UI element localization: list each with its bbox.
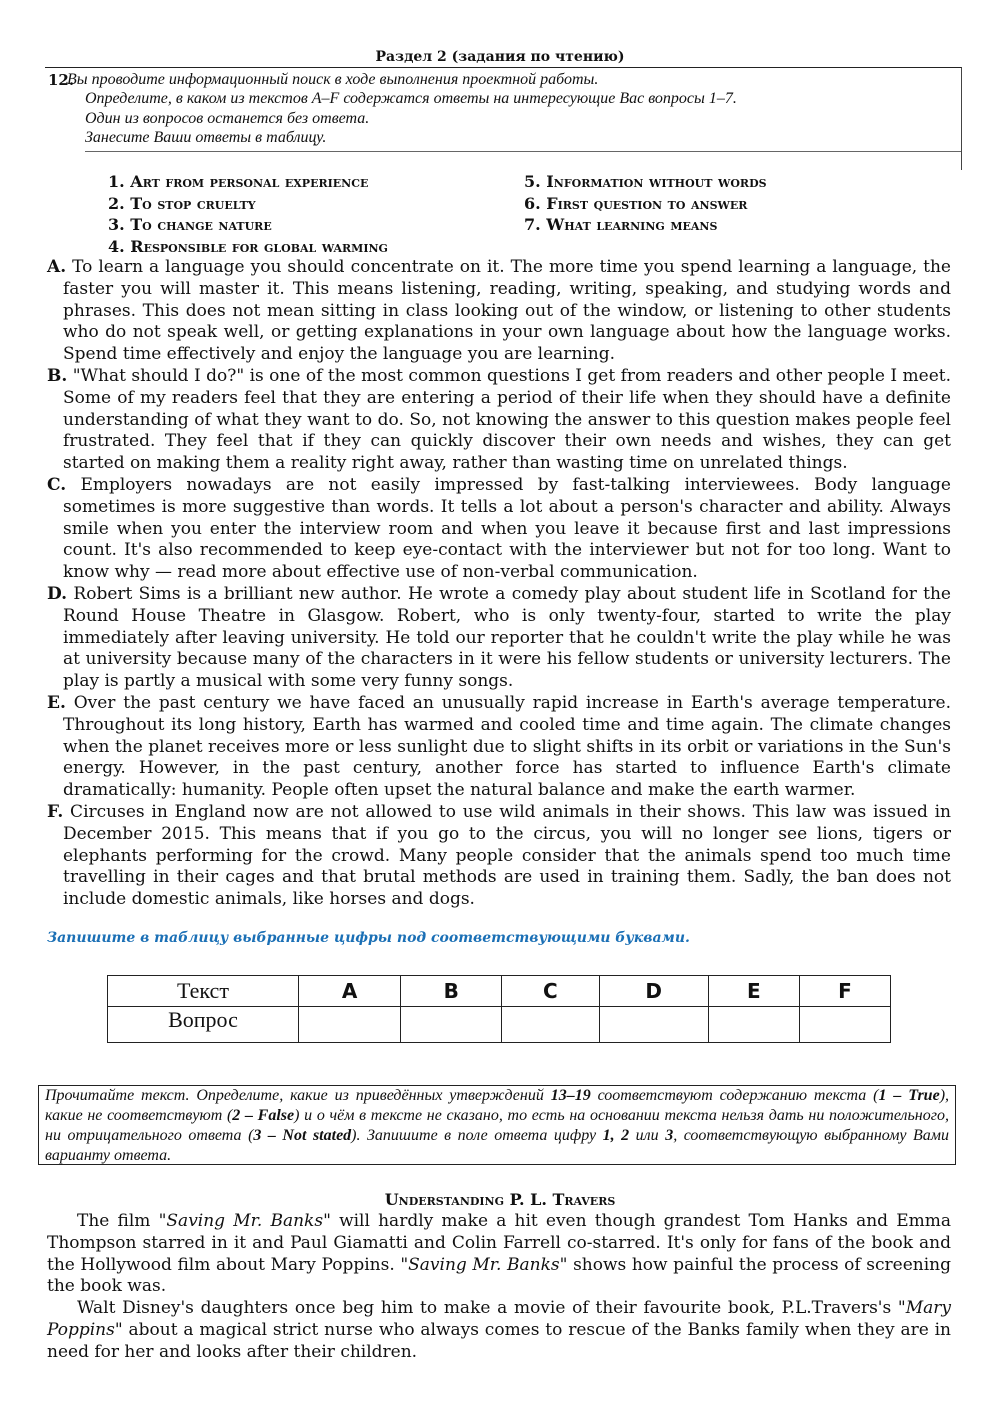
instruction-text: или [629,1127,666,1144]
story-paragraph [47,1211,951,1298]
story-text-run: shows how painful the process of screening the book was. [47,1254,951,1297]
text-letter: D. [47,583,68,604]
instruction-bold: 1, 2 [602,1127,630,1144]
question-item: 1. Art from personal experience [108,172,369,191]
story-text-run: The film [77,1211,159,1231]
question-item: 2. To stop cruelty [108,194,256,213]
book-title: "Mary Poppins" [47,1298,951,1340]
answer-table [107,975,891,1043]
instruction-text: , соответствующую выбранному Вами варианту ответа. [45,1127,950,1164]
column-a: A [299,976,401,1007]
text-body: "What should I do?" is one of the most common questions I get from readers and other people I meet. Some of my readers feel that they are entering a period of their life when they should have a definite understanding of what they want to do. So, not knowing the answer to this question makes people feel frustrated. They feel that if they can quickly discover their own needs and wishes, they can get started on making them a reality right away, rather than wasting time on unrelated things. [63,365,951,474]
story-text [47,1211,951,1364]
question-item: 4. Responsible for global warming [108,237,388,256]
text-body: To learn a language you should concentrate on it. The more time you spend learning a language, the faster you will master it. This means listening, reading, writing, speaking, and studying words and phrases. This does not mean sitting in class looking out of the window, or listening to other students who do not speak well, or getting explanations in your own language about how the language works. Spend time effectively and enjoy the language you are learning. [63,257,951,365]
column-b: B [401,976,502,1007]
text-letter: B. [47,365,68,386]
texts-list [47,257,951,911]
text-body: Employers nowadays are not easily impressed by fast-talking interviewees. Body language sometimes is more suggestive than words. It tells a lot about a person's character and ability. Always smile when you enter the interview room and when you leave it because first and last impressions count. It's also recommended to keep eye-contact with the interviewer but not for too long. Want to know why — read more about effective use of non-verbal communication. [63,474,951,583]
story-title: Understanding P. L. Travers [384,1190,616,1209]
instruction-bold: 2 – False [232,1107,295,1124]
text-a [47,257,951,366]
instruction-bold: 3 – Not stated [253,1127,352,1144]
answer-cell-e[interactable] [708,1007,799,1043]
instruction-text: соответствуют содержанию текста ( [590,1087,879,1104]
text-e [47,693,951,802]
text-letter: C. [47,474,67,495]
text-c [47,475,951,584]
story-text-run: will hardly make a hit even though grandest Tom Hanks and Emma Thompson starred in it and Paul Giamatti and Colin Farrell co-starred. It's only for fans of the book and the Hollywood film about Mary Poppins. [47,1211,952,1275]
task-line: Один из вопросов останется без ответа. [85,110,370,127]
section-title: Раздел 2 (задания по чтению) [375,49,625,65]
column-d: D [599,976,708,1007]
answer-cell-c[interactable] [502,1007,599,1043]
story-paragraph [47,1298,951,1363]
answer-cell-a[interactable] [299,1007,401,1043]
column-c: C [502,976,599,1007]
instruction-text: ). Запишите в поле ответа цифру [351,1127,603,1144]
answer-cell-d[interactable] [599,1007,708,1043]
text-d [47,584,951,693]
instruction-bold: 13–19 [550,1087,591,1104]
table-instruction: Запишите в таблицу выбранные цифры под соответствующими буквами. [47,930,690,946]
task-line: Занесите Ваши ответы в таблицу. [85,129,327,146]
film-title: "Saving Mr. Banks" [400,1254,568,1275]
instruction-text: ) и о чём в тексте не сказано, то есть на основании текста нельзя дать ни положительного, ни отрицательного ответа ( [45,1107,949,1144]
story-text-run: Walt Disney's daughters once beg him to make a movie of their favourite book, P.L.Travers's [77,1298,898,1319]
text-body: Circuses in England now are not allowed to use wild animals in their shows. This law was issued in December 2015. This means that if you go to the circus, you will no longer see lions, tigers or elephants performing for the crowd. Many people consider that the animals spend too much time travelling in their cages and that brutal methods are used in training them. Sadly, the ban does not include domestic animals, like horses and dogs. [63,801,951,910]
answer-cell-f[interactable] [799,1007,890,1043]
film-title: "Saving Mr. Banks" [158,1211,331,1231]
instruction-bold: 1 – True [878,1087,940,1104]
question-item: 3. To change nature [108,215,272,234]
story-text-run: about a magical strict nurse who always comes to rescue of the Banks family when they are in need for her and looks after their children. [47,1319,951,1362]
text-body: Over the past century we have faced an unusually rapid increase in Earth's average temperature. Throughout its long history, Earth has warmed and cooled time and time again. The climate changes when the planet receives more or less sunlight due to slight shifts in its orbit or variations in the Sun's energy. However, in the past century, another force has started to influence Earth's climate dramatically: humanity. People often upset the natural balance and make the earth warmer. [63,692,951,801]
task-instructions-box [45,67,962,170]
true-false-instructions-box [38,1085,956,1165]
column-f: F [799,976,890,1007]
question-item: 5. Information without words [524,172,767,191]
answer-cell-b[interactable] [401,1007,502,1043]
instruction-text: Прочитайте текст. Определите, какие из приведённых утверждений [45,1087,551,1104]
question-item: 7. What learning means [524,215,718,234]
instruction-bold: 3 [665,1127,674,1144]
task-number: 12. [48,71,75,89]
row-label-question: Вопрос [108,1007,299,1043]
question-item: 6. First question to answer [524,194,748,213]
divider [85,151,961,152]
text-b [47,366,951,475]
text-body: Robert Sims is a brilliant new author. He wrote a comedy play about student life in Scotland for the Round House Theatre in Glasgow. Robert, who is only twenty-four, started to write the play immediately after leaving university. He told our reporter that he couldn't write the play while he was at university because many of the characters in it were his fellow students or university lecturers. The play is partly a musical with some very funny songs. [63,583,951,692]
text-letter: F. [47,801,64,822]
column-e: E [708,976,799,1007]
task-line: Определите, в каком из текстов A–F содержатся ответы на интересующие Вас вопросы 1–7. [85,90,737,107]
text-letter: E. [47,692,66,713]
row-label-text: Текст [108,976,299,1007]
text-f [47,802,951,911]
text-letter: A. [47,257,67,277]
instruction-text: ), какие не соответствуют ( [45,1087,950,1124]
task-line: Вы проводите информационный поиск в ходе выполнения проектной работы. [67,71,599,88]
